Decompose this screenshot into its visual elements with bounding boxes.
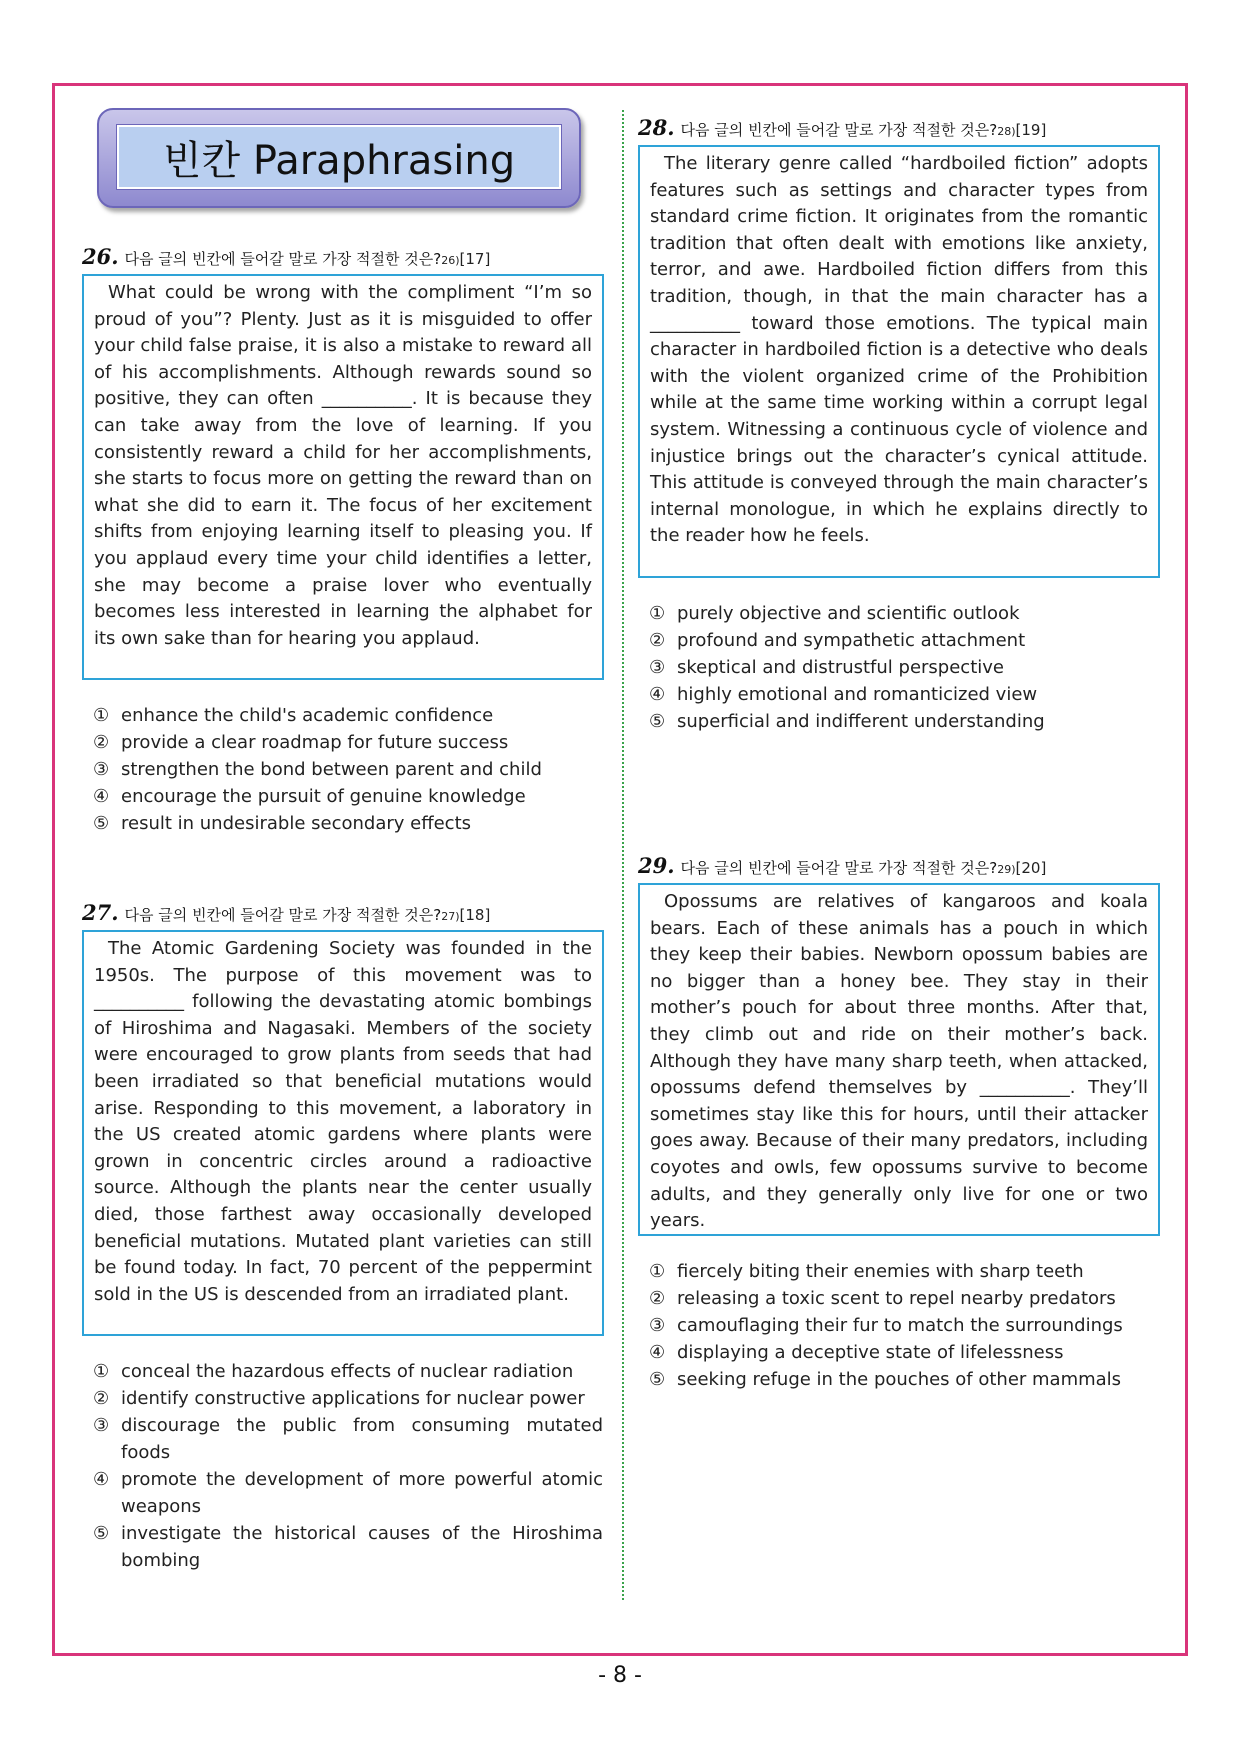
option-number: ③ xyxy=(93,1415,110,1436)
option-number: ④ xyxy=(93,1469,110,1490)
footnote-ref: 26) xyxy=(441,254,460,267)
option-item[interactable] xyxy=(649,627,1159,654)
option-text: provide a clear roadmap for future success xyxy=(121,732,509,753)
option-text: profound and sympathetic attachment xyxy=(677,630,1026,651)
passage-box-27 xyxy=(82,930,604,1336)
option-text: investigate the historical causes of the Hiroshima bombing xyxy=(121,1523,603,1571)
option-text: enhance the child's academic confidence xyxy=(121,705,494,726)
question-number: 28. xyxy=(638,115,675,140)
option-number: ④ xyxy=(93,786,110,807)
option-text: promote the development of more powerful atomic weapons xyxy=(121,1469,603,1517)
option-item[interactable] xyxy=(649,1285,1159,1312)
option-number: ⑤ xyxy=(93,1523,110,1544)
option-item[interactable] xyxy=(649,1258,1159,1285)
question-source-ref: [17] xyxy=(459,250,491,268)
question-source-ref: [18] xyxy=(459,906,491,924)
footnote-ref: 27) xyxy=(441,910,460,923)
option-number: ⑤ xyxy=(649,1369,666,1390)
passage-box-26 xyxy=(82,274,604,680)
option-text: displaying a deceptive state of lifelessness xyxy=(677,1342,1064,1363)
options-list-27 xyxy=(93,1358,603,1574)
option-item[interactable] xyxy=(649,600,1159,627)
option-item[interactable] xyxy=(649,708,1159,735)
question-source-ref: [20] xyxy=(1015,859,1047,877)
option-number: ② xyxy=(649,1288,666,1309)
option-text: releasing a toxic scent to repel nearby predators xyxy=(677,1288,1116,1309)
question-heading-26 xyxy=(82,244,490,270)
option-item[interactable] xyxy=(649,1366,1159,1393)
option-item[interactable] xyxy=(93,1520,603,1574)
option-number: ⑤ xyxy=(93,813,110,834)
question-prompt: 다음 글의 빈칸에 들어갈 말로 가장 적절한 것은? xyxy=(680,121,998,139)
column-divider xyxy=(622,110,624,1600)
option-number: ⑤ xyxy=(649,711,666,732)
option-item[interactable] xyxy=(93,1466,603,1520)
question-number: 26. xyxy=(82,244,119,269)
option-item[interactable] xyxy=(649,1339,1159,1366)
options-list-26 xyxy=(93,702,603,837)
option-number: ② xyxy=(93,1388,110,1409)
option-item[interactable] xyxy=(93,810,603,837)
option-number: ④ xyxy=(649,1342,666,1363)
option-text: result in undesirable secondary effects xyxy=(121,813,472,834)
option-text: highly emotional and romanticized view xyxy=(677,684,1038,705)
option-text: skeptical and distrustful perspective xyxy=(677,657,1004,678)
option-text: seeking refuge in the pouches of other mammals xyxy=(677,1369,1122,1390)
option-item[interactable] xyxy=(649,681,1159,708)
option-number: ① xyxy=(93,1361,110,1382)
section-title: 빈칸 Paraphrasing xyxy=(162,137,516,184)
option-number: ① xyxy=(649,1261,666,1282)
option-item[interactable] xyxy=(93,783,603,810)
question-prompt: 다음 글의 빈칸에 들어갈 말로 가장 적절한 것은? xyxy=(124,906,442,924)
question-source-ref: [19] xyxy=(1015,121,1047,139)
passage-text: Opossums are relatives of kangaroos and koala bears. Each of these animals has a pouch in which they keep their babies. Newborn opossum babies are no bigger than a honey bee. They stay in their mother’s pouch for about three months. After that, they climb out and ride on their mother’s back. Although they have many sharp teeth, when attacked, opossums defend themselves by __________. They’ll sometimes stay like this for hours, until their attacker goes away. Because of their many predators, including coyotes and owls, few opossums survive to become adults, and they generally only live for one or two years. xyxy=(650,891,1148,1232)
option-number: ③ xyxy=(649,1315,666,1336)
option-text: encourage the pursuit of genuine knowledge xyxy=(121,786,526,807)
page-number: - 8 - xyxy=(598,1663,642,1688)
option-number: ③ xyxy=(93,759,110,780)
footnote-ref: 28) xyxy=(997,125,1016,138)
question-heading-29 xyxy=(638,853,1046,879)
question-prompt: 다음 글의 빈칸에 들어갈 말로 가장 적절한 것은? xyxy=(124,250,442,268)
question-prompt: 다음 글의 빈칸에 들어갈 말로 가장 적절한 것은? xyxy=(680,859,998,877)
option-item[interactable] xyxy=(649,1312,1159,1339)
option-item[interactable] xyxy=(93,1385,603,1412)
footnote-ref: 29) xyxy=(997,863,1016,876)
option-text: purely objective and scientific outlook xyxy=(677,603,1020,624)
option-number: ③ xyxy=(649,657,666,678)
question-heading-27 xyxy=(82,900,490,926)
question-number: 29. xyxy=(638,853,675,878)
options-list-29 xyxy=(649,1258,1159,1393)
option-item[interactable] xyxy=(93,756,603,783)
option-text: camouflaging their fur to match the surroundings xyxy=(677,1315,1123,1336)
options-list-28 xyxy=(649,600,1159,735)
option-item[interactable] xyxy=(649,654,1159,681)
option-text: conceal the hazardous effects of nuclear radiation xyxy=(121,1361,574,1382)
option-item[interactable] xyxy=(93,1358,603,1385)
passage-box-29 xyxy=(638,883,1160,1236)
passage-text: What could be wrong with the compliment “I’m so proud of you”? Plenty. Just as it is misguided to offer your child false praise, it is also a mistake to reward all of his accomplishments. Although rewards sound so positive, they can often __________. It is because they can take away from the love of learning. If you consistently reward a child for her accomplishments, she starts to focus more on getting the reward than on what she did to earn it. The focus of her excitement shifts from enjoying learning itself to pleasing you. If you applaud every time your child identifies a letter, she may become a praise lover who eventually becomes less interested in learning the alphabet for its own sake than for hearing you applaud. xyxy=(94,282,592,649)
option-number: ① xyxy=(93,705,110,726)
option-text: strengthen the bond between parent and child xyxy=(121,759,542,780)
passage-text: The Atomic Gardening Society was founded in the 1950s. The purpose of this movement was to __________ following the devastating atomic bombings of Hiroshima and Nagasaki. Members of the society were encouraged to grow plants from seeds that had been irradiated so that beneficial mutations would arise. Responding to this movement, a laboratory in the US created atomic gardens where plants were grown in concentric circles around a radioactive source. Although the plants near the center usually died, those farthest away occasionally developed beneficial mutations. Mutated plant varieties can still be found today. In fact, 70 percent of the peppermint sold in the US is descended from an irradiated plant. xyxy=(94,938,592,1305)
option-number: ④ xyxy=(649,684,666,705)
option-text: superficial and indifferent understanding xyxy=(677,711,1045,732)
option-number: ② xyxy=(93,732,110,753)
passage-text: The literary genre called “hardboiled fiction” adopts features such as settings and character types from standard crime fiction. It originates from the romantic tradition that often dealt with emotions like anxiety, terror, and awe. Hardboiled fiction differs from this tradition, though, in that the main character has a __________ toward those emotions. The typical main character in hardboiled fiction is a detective who deals with the violent organized crime of the Prohibition while at the same time working within a corrupt legal system. Witnessing a continuous cycle of violence and injustice brings out the character’s cynical attitude. This attitude is conveyed through the main character’s internal monologue, in which he explains directly to the reader how he feels. xyxy=(650,153,1148,547)
option-text: fiercely biting their enemies with sharp teeth xyxy=(677,1261,1084,1282)
option-number: ② xyxy=(649,630,666,651)
question-number: 27. xyxy=(82,900,119,925)
option-item[interactable] xyxy=(93,729,603,756)
passage-box-28 xyxy=(638,145,1160,578)
title-banner-inner xyxy=(117,125,561,189)
option-item[interactable] xyxy=(93,1412,603,1466)
option-item[interactable] xyxy=(93,702,603,729)
question-heading-28 xyxy=(638,115,1046,141)
option-text: identify constructive applications for nuclear power xyxy=(121,1388,585,1409)
option-number: ① xyxy=(649,603,666,624)
option-text: discourage the public from consuming mutated foods xyxy=(121,1415,603,1463)
